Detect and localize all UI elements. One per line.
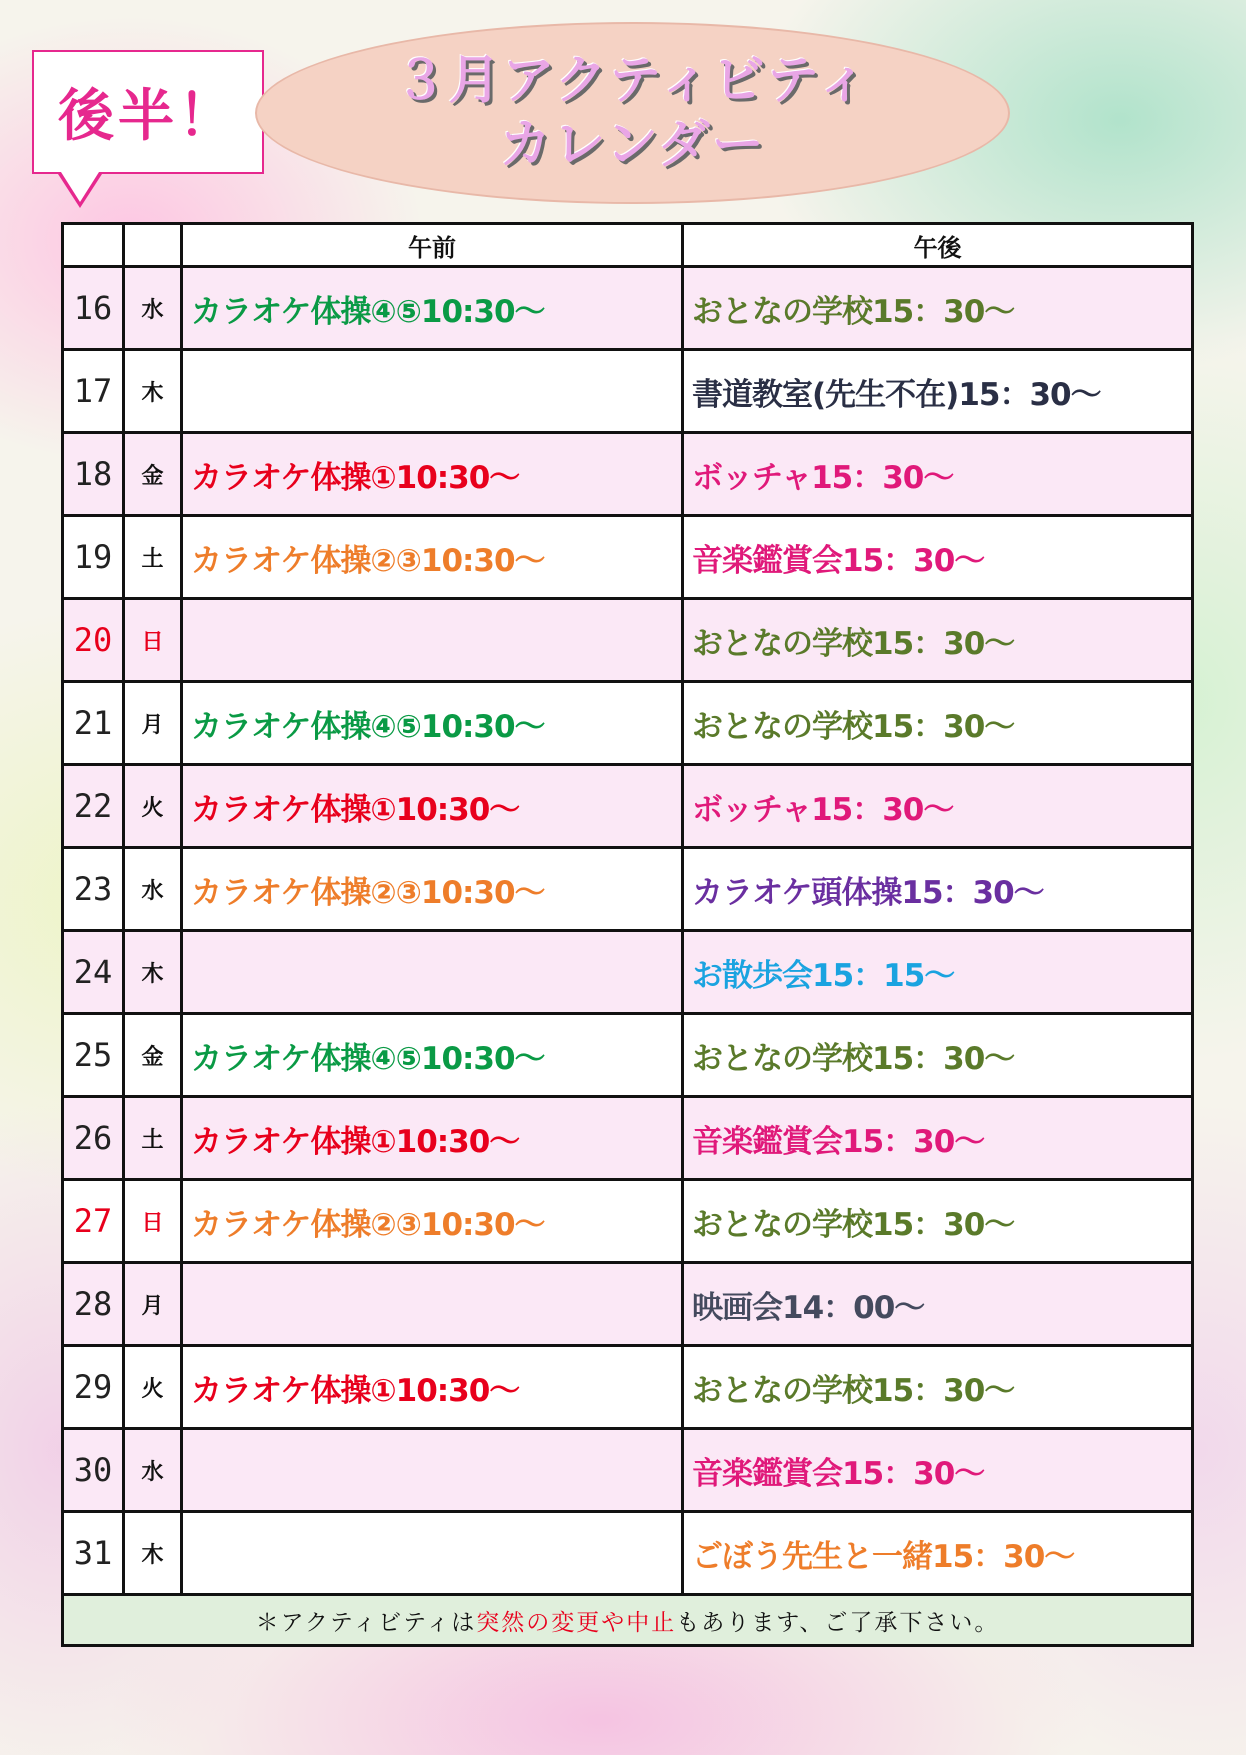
day-number: 29: [63, 1346, 124, 1429]
calendar-row: [63, 1180, 1193, 1263]
footer-row: [63, 1595, 1193, 1646]
afternoon-activity: おとなの学校15：30～: [683, 682, 1193, 765]
afternoon-activity: おとなの学校15：30～: [683, 267, 1193, 350]
title-banner: [255, 22, 1010, 204]
calendar-row: [63, 1346, 1193, 1429]
day-of-week: 火: [124, 1346, 182, 1429]
afternoon-activity: 音楽鑑賞会15：30～: [683, 516, 1193, 599]
day-of-week: 土: [124, 1097, 182, 1180]
day-number: 31: [63, 1512, 124, 1595]
day-number: 30: [63, 1429, 124, 1512]
title-line-1: ３月アクティビティ: [394, 51, 871, 111]
day-of-week: 月: [124, 1263, 182, 1346]
afternoon-activity: ボッチャ15：30～: [683, 433, 1193, 516]
afternoon-activity: 音楽鑑賞会15：30～: [683, 1097, 1193, 1180]
morning-activity: [182, 599, 683, 682]
calendar-row: [63, 931, 1193, 1014]
afternoon-activity: 映画会14：00～: [683, 1263, 1193, 1346]
morning-activity: カラオケ体操①10:30～: [182, 1346, 683, 1429]
day-number: 28: [63, 1263, 124, 1346]
calendar-row: [63, 1097, 1193, 1180]
header-dow: [124, 224, 182, 267]
day-number: 16: [63, 267, 124, 350]
day-number: 17: [63, 350, 124, 433]
afternoon-activity: おとなの学校15：30～: [683, 1014, 1193, 1097]
day-of-week: 月: [124, 682, 182, 765]
badge-text: 後半！: [58, 84, 238, 149]
calendar-body: [63, 267, 1193, 1595]
afternoon-activity: おとなの学校15：30～: [683, 599, 1193, 682]
badge: [32, 50, 264, 174]
day-number: 26: [63, 1097, 124, 1180]
morning-activity: [182, 1429, 683, 1512]
afternoon-activity: おとなの学校15：30～: [683, 1346, 1193, 1429]
day-of-week: 金: [124, 1014, 182, 1097]
day-of-week: 日: [124, 1180, 182, 1263]
day-of-week: 火: [124, 765, 182, 848]
day-of-week: 水: [124, 1429, 182, 1512]
afternoon-activity: ボッチャ15：30～: [683, 765, 1193, 848]
morning-activity: カラオケ体操④⑤10:30～: [182, 682, 683, 765]
afternoon-activity: ごぼう先生と一緒15：30～: [683, 1512, 1193, 1595]
morning-activity: カラオケ体操②③10:30～: [182, 848, 683, 931]
day-number: 23: [63, 848, 124, 931]
calendar-row: [63, 1014, 1193, 1097]
calendar-row: [63, 765, 1193, 848]
afternoon-activity: 音楽鑑賞会15：30～: [683, 1429, 1193, 1512]
morning-activity: [182, 1263, 683, 1346]
afternoon-activity: おとなの学校15：30～: [683, 1180, 1193, 1263]
day-number: 20: [63, 599, 124, 682]
morning-activity: [182, 1512, 683, 1595]
calendar-row: [63, 682, 1193, 765]
calendar-row: [63, 350, 1193, 433]
morning-activity: カラオケ体操②③10:30～: [182, 1180, 683, 1263]
afternoon-activity: カラオケ頭体操15：30～: [683, 848, 1193, 931]
morning-activity: カラオケ体操①10:30～: [182, 1097, 683, 1180]
day-of-week: 金: [124, 433, 182, 516]
header-day: [63, 224, 124, 267]
calendar-row: [63, 516, 1193, 599]
header-pm: 午後: [683, 224, 1193, 267]
morning-activity: カラオケ体操④⑤10:30～: [182, 1014, 683, 1097]
calendar-row: [63, 1512, 1193, 1595]
morning-activity: カラオケ体操①10:30～: [182, 433, 683, 516]
day-number: 25: [63, 1014, 124, 1097]
afternoon-activity: お散歩会15：15～: [683, 931, 1193, 1014]
header-row: [63, 224, 1193, 267]
morning-activity: [182, 931, 683, 1014]
footer-note-part3: もあります、ご了承下さい。: [676, 1609, 1000, 1636]
day-number: 24: [63, 931, 124, 1014]
header-am: 午前: [182, 224, 683, 267]
day-number: 27: [63, 1180, 124, 1263]
morning-activity: カラオケ体操②③10:30～: [182, 516, 683, 599]
day-of-week: 土: [124, 516, 182, 599]
day-number: 22: [63, 765, 124, 848]
day-of-week: 水: [124, 848, 182, 931]
calendar-row: [63, 1263, 1193, 1346]
calendar-row: [63, 433, 1193, 516]
day-of-week: 木: [124, 931, 182, 1014]
day-of-week: 木: [124, 350, 182, 433]
day-number: 19: [63, 516, 124, 599]
footer-note-part1: ＊アクティビティは: [255, 1609, 477, 1636]
day-number: 21: [63, 682, 124, 765]
calendar-row: [63, 1429, 1193, 1512]
day-of-week: 木: [124, 1512, 182, 1595]
badge-tail-fill: [61, 172, 99, 202]
footer-note: [63, 1595, 1193, 1646]
activity-calendar-table: [61, 222, 1194, 1647]
calendar-row: [63, 848, 1193, 931]
morning-activity: カラオケ体操④⑤10:30～: [182, 267, 683, 350]
day-number: 18: [63, 433, 124, 516]
morning-activity: カラオケ体操①10:30～: [182, 765, 683, 848]
morning-activity: [182, 350, 683, 433]
title-line-2: カレンダー: [499, 115, 766, 175]
footer-note-warning: 突然の変更や中止: [476, 1609, 677, 1636]
day-of-week: 日: [124, 599, 182, 682]
day-of-week: 水: [124, 267, 182, 350]
calendar-row: [63, 599, 1193, 682]
afternoon-activity: 書道教室(先生不在)15：30～: [683, 350, 1193, 433]
calendar-row: [63, 267, 1193, 350]
